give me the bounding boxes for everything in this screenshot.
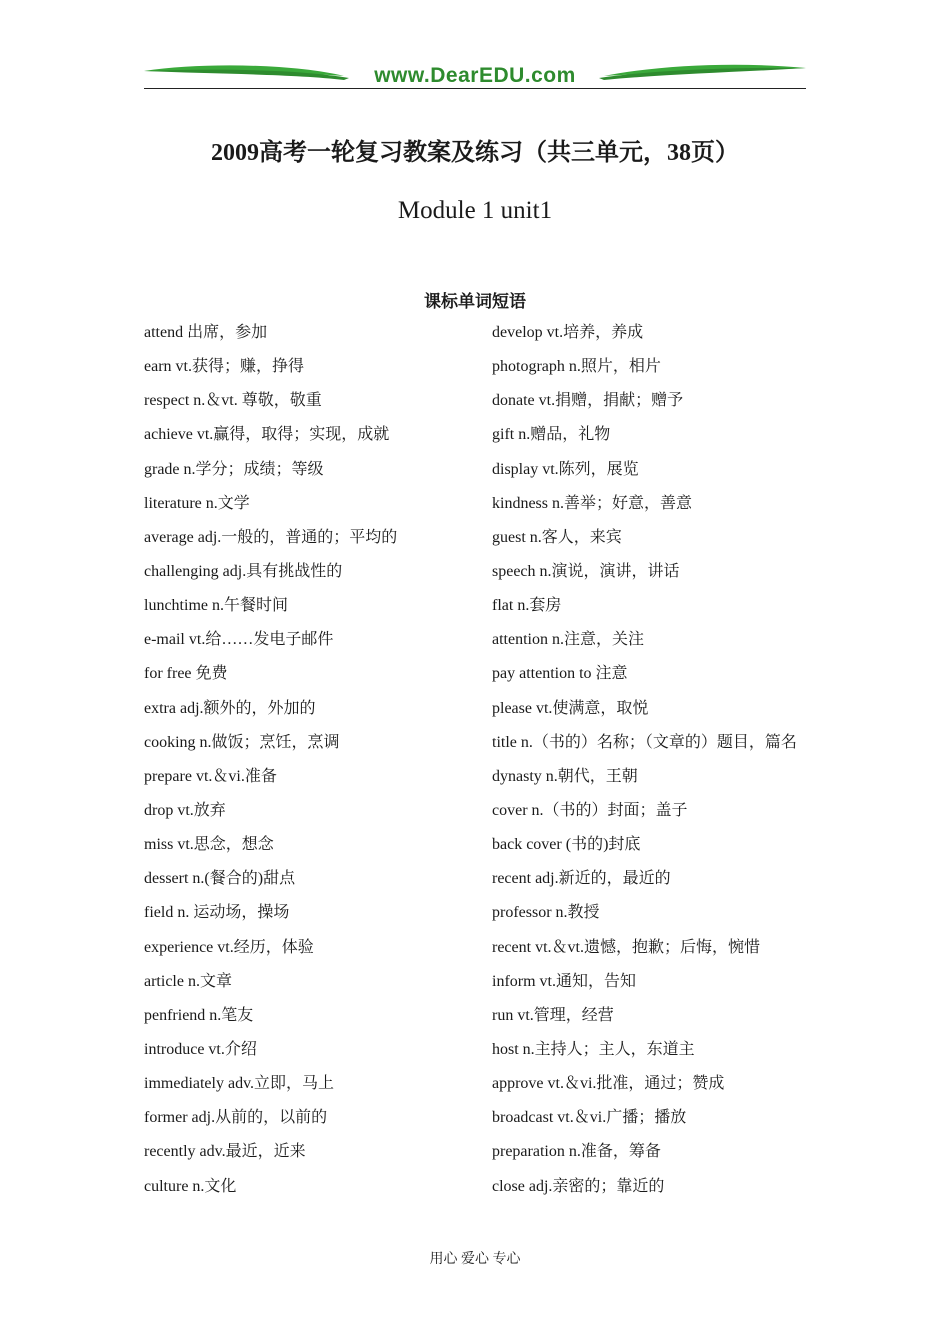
vocab-item: experience vt.经历，体验 [144,938,314,956]
vocab-item: recently adv.最近，近来 [144,1143,306,1161]
vocab-item: recent adj.新近的，最近的 [492,870,671,888]
vocab-item: flat n.套房 [492,597,562,615]
vocab-item: attend 出席，参加 [144,324,268,341]
vocab-item: former adj.从前的，以前的 [144,1109,328,1127]
vocab-item: culture n.文化 [144,1177,237,1195]
vocab-item: extra adj.额外的，外加的 [144,699,316,717]
document-title: 2009高考一轮复习教案及练习（共三单元，38页） [211,140,739,166]
vocab-column-left [144,320,484,1208]
header-rule [144,88,806,89]
vocab-item: run vt.管理，经营 [492,1006,614,1024]
vocab-item: close adj.亲密的；靠近的 [492,1177,665,1195]
page-footer: 用心 爱心 专心 [429,1252,521,1267]
vocab-item: approve vt.＆vi.批准，通过；赞成 [492,1075,725,1093]
vocab-item: donate vt.捐赠，捐献；赠予 [492,392,684,410]
vocab-item: recent vt.＆vt.遗憾，抱歉；后悔，惋惜 [492,938,760,956]
vocab-item: literature n.文学 [144,494,250,512]
vocab-item: display vt.陈列，展览 [492,460,639,478]
vocab-item: cover n.（书的）封面；盖子 [492,801,688,819]
vocab-item: earn vt.获得；赚，挣得 [144,358,304,376]
vocab-item: respect n.＆vt. 尊敬，敬重 [144,392,322,410]
vocab-item: introduce vt.介绍 [144,1040,257,1058]
site-header [144,62,806,90]
vocab-item: prepare vt.＆vi.准备 [144,767,277,785]
vocab-item: gift n.赠品，礼物 [492,426,611,444]
vocab-item: pay attention to 注意 [492,665,628,683]
vocab-item: kindness n.善举；好意，善意 [492,494,693,512]
vocab-item: photograph n.照片，相片 [492,358,661,376]
section-heading: 课标单词短语 [424,292,526,311]
vocab-item: average adj.一般的，普通的；平均的 [144,528,398,546]
vocab-item: article n.文章 [144,972,232,990]
vocab-item: inform vt.通知，告知 [492,972,636,990]
vocab-item: develop vt.培养，养成 [492,324,644,341]
vocab-item: dynasty n.朝代，王朝 [492,767,638,785]
vocab-item: e-mail vt.给……发电子邮件 [144,631,334,649]
vocab-item: speech n.演说，演讲，讲话 [492,562,680,580]
vocab-item: challenging adj.具有挑战性的 [144,562,343,580]
vocab-item: title n.（书的）名称；（文章的）题目，篇名 [492,733,797,751]
vocab-item: miss vt.思念，想念 [144,836,274,854]
vocab-item: guest n.客人，来宾 [492,528,622,546]
vocab-item: back cover (书的)封底 [492,836,641,854]
vocab-item: host n.主持人；主人，东道主 [492,1040,695,1058]
vocab-item: field n. 运动场，操场 [144,904,290,922]
vocab-item: achieve vt.赢得，取得；实现，成就 [144,426,390,444]
vocab-item: broadcast vt.＆vi.广播；播放 [492,1109,687,1127]
vocab-item: penfriend n.笔友 [144,1006,254,1024]
vocab-item: grade n.学分；成绩；等级 [144,460,324,478]
site-logo-text[interactable]: www.DearEDU.com [374,64,576,87]
vocab-item: cooking n.做饭；烹饪，烹调 [144,733,340,751]
vocab-item: immediately adv.立即，马上 [144,1075,335,1093]
vocab-item: professor n.教授 [492,904,600,922]
vocab-item: for free 免费 [144,665,228,683]
vocab-item: drop vt.放弃 [144,801,226,819]
module-subtitle: Module 1 unit1 [397,197,553,224]
vocab-column-right [492,320,812,1208]
vocab-item: attention n.注意，关注 [492,631,644,649]
vocab-item: lunchtime n.午餐时间 [144,597,288,615]
vocab-item: preparation n.准备，筹备 [492,1143,661,1161]
vocab-item: please vt.使满意，取悦 [492,699,649,717]
vocab-item: dessert n.(餐合的)甜点 [144,870,296,888]
